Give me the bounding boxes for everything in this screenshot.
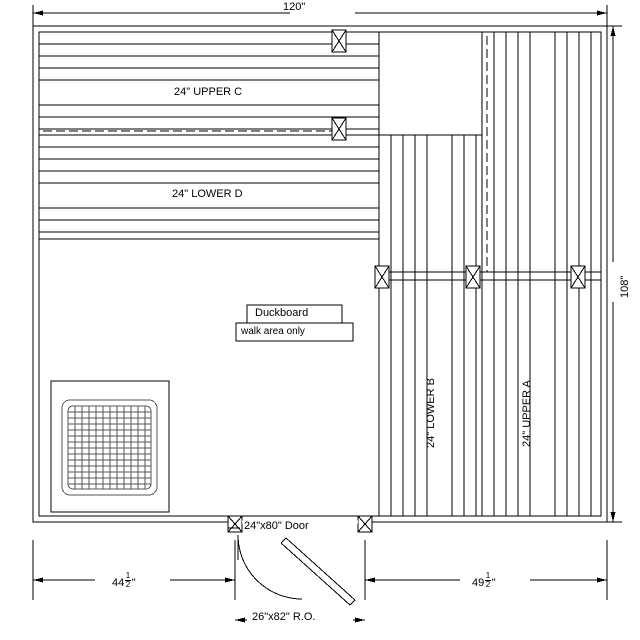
dimension-right-overall: 108" (619, 275, 631, 298)
dimension-bottom-right-fraction: $\frac{1}{2}$ (485, 571, 491, 589)
door-rough-opening-label: 26"x82" R.O. (252, 611, 316, 623)
bench-lower-d (39, 135, 379, 239)
dimension-bottom-right-unit: " (491, 576, 496, 589)
dimension-top-overall: 120" (283, 1, 306, 13)
label-lower-b: 24" LOWER B (425, 378, 437, 448)
dimension-bottom-right (472, 572, 496, 589)
door-swing-arc (238, 535, 302, 599)
label-upper-c: 24" UPPER C (174, 86, 243, 98)
duckboard-subtitle: walk area only (241, 326, 305, 337)
dimension-bottom-left-unit: " (131, 576, 136, 589)
dimension-bottom-left (112, 572, 136, 589)
label-lower-d: 24" LOWER D (172, 188, 243, 200)
duckboard-title: Duckboard (255, 307, 309, 319)
door-panel (281, 538, 355, 605)
bench-upper-c (39, 32, 379, 135)
dimension-bottom-left-whole: 44 (112, 576, 125, 589)
door-label: 24"x80" Door (244, 520, 309, 532)
dimension-bottom-left-fraction: $\frac{1}{2}$ (125, 571, 131, 589)
label-upper-a: 24" UPPER A (521, 380, 533, 447)
dimension-bottom-right-whole: 49 (472, 576, 485, 589)
bench-lower-b (379, 135, 482, 516)
